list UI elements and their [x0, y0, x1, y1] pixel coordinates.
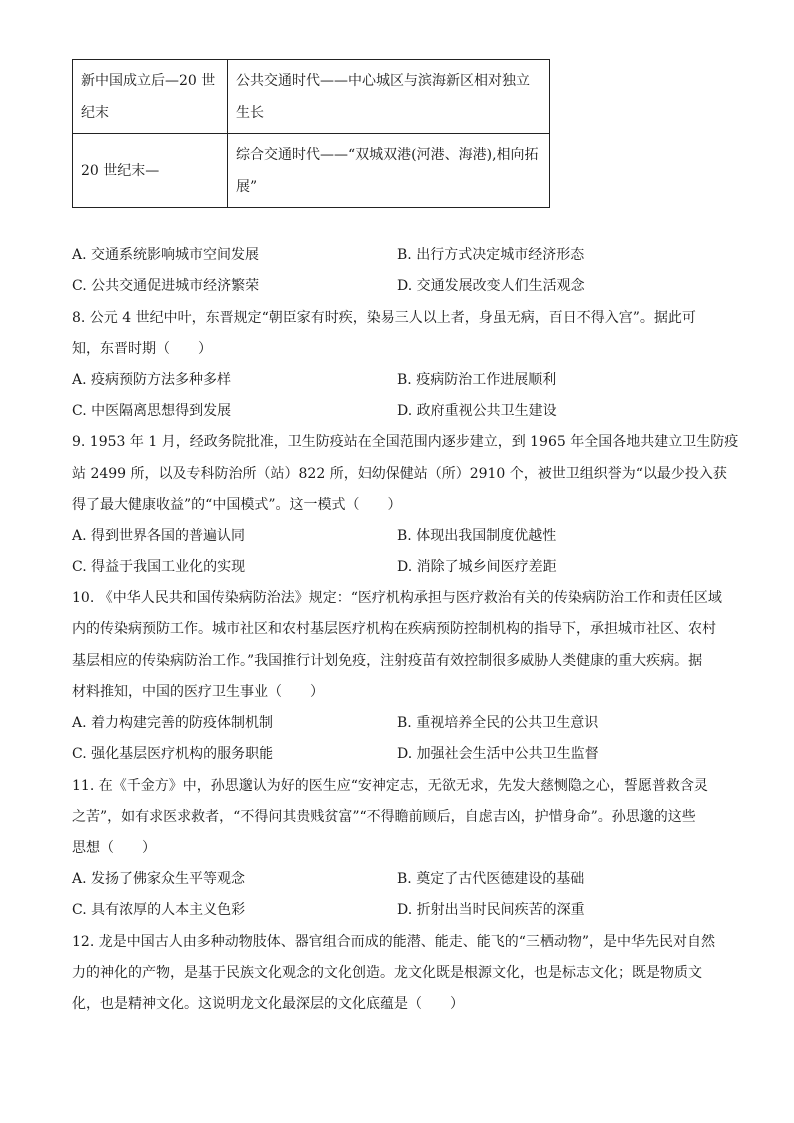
- q10-stem-line-1: 10. 《中华人民共和国传染病防治法》规定：“医疗机构承担与医疗救治有关的传染病防治工作和责任区域: [72, 590, 722, 606]
- q10-stem-line-2: 内的传染病预防工作。城市社区和农村基层医疗机构在疾病预防控制机构的指导下，承担城市社区、农村: [72, 621, 716, 637]
- q10-stem-line-3: 基层相应的传染病防治工作。”我国推行计划免疫，注射疫苗有效控制很多威胁人类健康的重大疾病。据: [72, 653, 703, 669]
- q8-option-c: C. 中医隔离思想得到发展: [72, 403, 232, 419]
- q12-stem-line-3: 化，也是精神文化。这说明龙文化最深层的文化底蕴是（ ）: [72, 996, 464, 1012]
- q7-option-d: D. 交通发展改变人们生活观念: [397, 278, 585, 294]
- q7-option-c: C. 公共交通促进城市经济繁荣: [72, 278, 260, 294]
- q8-option-d: D. 政府重视公共卫生建设: [397, 403, 557, 419]
- q8-stem-line-2: 知，东晋时期（ ）: [72, 341, 212, 357]
- q9-stem-line-2: 站 2499 所，以及专科防治所（站）822 所，妇幼保健站（所）2910 个，被世卫组织誉为“以最少投入获: [72, 466, 727, 482]
- q11-option-c: C. 具有浓厚的人本主义色彩: [72, 902, 246, 918]
- q10-option-d: D. 加强社会生活中公共卫生监督: [397, 746, 599, 762]
- q8-option-b: B. 疫病防治工作进展顺利: [397, 372, 557, 388]
- q8-option-a: A. 疫病预防方法多种多样: [72, 372, 232, 388]
- q9-stem-line-1: 9. 1953 年 1 月，经政务院批准，卫生防疫站在全国范围内逐步建立，到 1965 年全国各地共建立卫生防疫: [72, 434, 739, 450]
- q8-stem-line-1: 8. 公元 4 世纪中叶，东晋规定“朝臣家有时疾，染易三人以上者，身虽无病，百日不得入宫”。据此可: [72, 310, 696, 326]
- q11-option-d: D. 折射出当时民间疾苦的深重: [397, 902, 585, 918]
- q12-stem-line-2: 力的神化的产物，是基于民族文化观念的文化创造。龙文化既是根源文化，也是标志文化；既是物质文: [72, 965, 702, 981]
- q7-option-a: A. 交通系统影响城市空间发展: [72, 247, 260, 263]
- q11-stem-line-2: 之苦”，如有求医求救者，“不得问其贵贱贫富”“不得瞻前顾后，自虑吉凶，护惜身命”。孙思邈的这些: [72, 809, 696, 825]
- q7-option-b: B. 出行方式决定城市经济形态: [397, 247, 585, 263]
- q9-option-a: A. 得到世界各国的普遍认同: [72, 528, 246, 544]
- q12-stem-line-1: 12. 龙是中国古人由多种动物肢体、器官组合而成的能潜、能走、能飞的“三栖动物”，是中华先民对自然: [72, 934, 716, 950]
- traffic-era-table: [72, 59, 550, 208]
- table-cell-description: 公共交通时代——中心城区与滨海新区相对独立生长: [228, 60, 550, 134]
- q9-option-b: B. 体现出我国制度优越性: [397, 528, 557, 544]
- table-cell-description: 综合交通时代——“双城双港(河港、海港),相向拓展”: [228, 134, 550, 208]
- q10-stem-line-4: 材料推知，中国的医疗卫生事业（ ）: [72, 684, 324, 700]
- table-cell-period: 新中国成立后—20 世纪末: [73, 60, 228, 134]
- table-cell-period: 20 世纪末—: [73, 134, 228, 208]
- q10-option-a: A. 着力构建完善的防疫体制机制: [72, 715, 274, 731]
- q9-option-d: D. 消除了城乡间医疗差距: [397, 559, 557, 575]
- q10-option-c: C. 强化基层医疗机构的服务职能: [72, 746, 274, 762]
- q11-stem-line-3: 思想（ ）: [72, 840, 156, 856]
- table-row: [73, 134, 550, 208]
- q11-stem-line-1: 11. 在《千金方》中，孙思邈认为好的医生应“安神定志，无欲无求，先发大慈恻隐之心，誓愿普救含灵: [72, 778, 708, 794]
- q10-option-b: B. 重视培养全民的公共卫生意识: [397, 715, 599, 731]
- q9-stem-line-3: 得了最大健康收益”的“中国模式”。这一模式（ ）: [72, 497, 402, 513]
- q11-option-a: A. 发扬了佛家众生平等观念: [72, 871, 246, 887]
- q11-option-b: B. 奠定了古代医德建设的基础: [397, 871, 585, 887]
- table-row: [73, 60, 550, 134]
- q9-option-c: C. 得益于我国工业化的实现: [72, 559, 246, 575]
